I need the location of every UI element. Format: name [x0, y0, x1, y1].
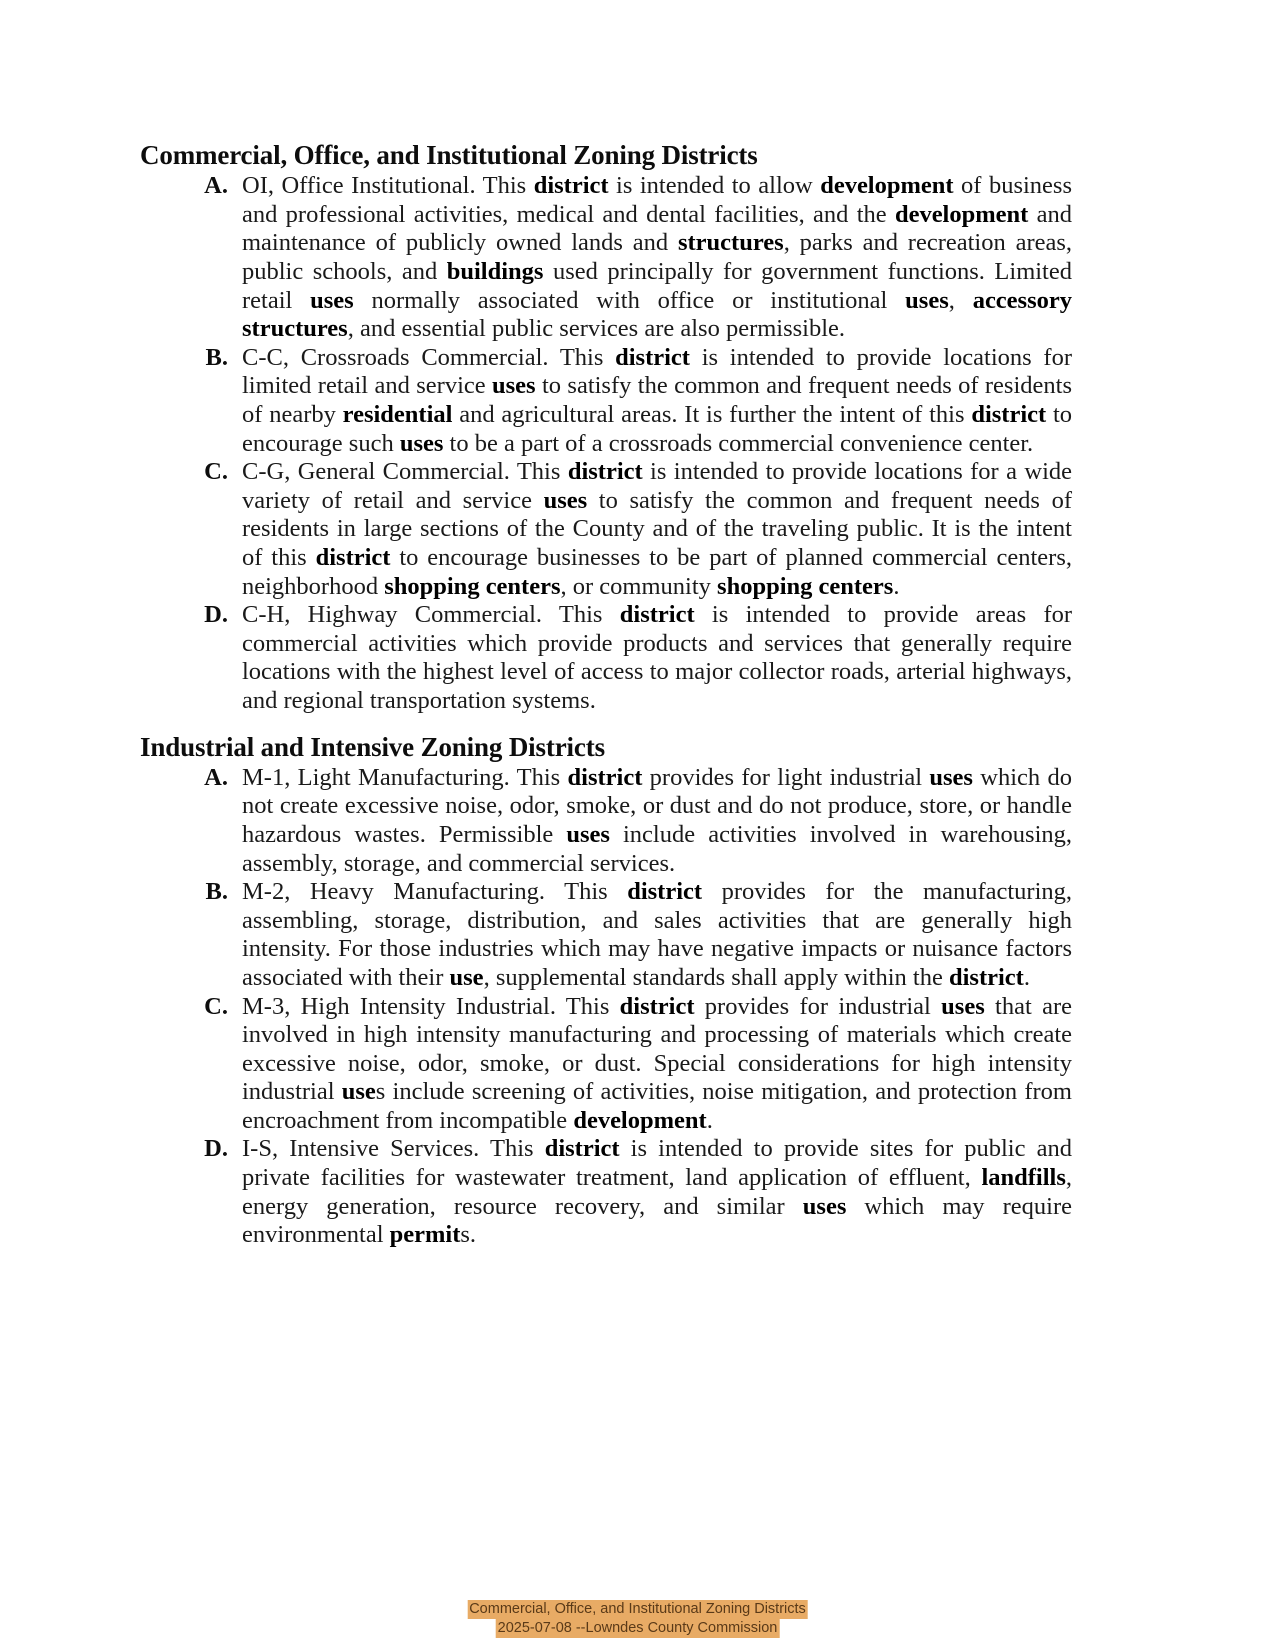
list-item — [188, 172, 1072, 344]
list-item-text: M-1, Light Manufacturing. This district provides for light industrial uses which do not create excessive noise, odor, smoke, or dust and do not produce, store, or handle hazardous wastes. Permissible uses include activities involved in warehousing, assembly, storage, and commercial services. — [242, 763, 1072, 877]
list-marker: D. — [204, 601, 228, 629]
document-body — [140, 140, 1072, 1250]
list-item — [188, 1135, 1072, 1249]
list-item — [188, 764, 1072, 878]
list-item-text: C-H, Highway Commercial. This district is intended to provide areas for commercial activities which provide products and services that generally require locations with the highest level of access to major collector roads, arterial highways, and regional transportation systems. — [242, 601, 1073, 714]
list-marker: B. — [205, 343, 228, 371]
list-marker: C. — [204, 458, 228, 486]
footer-meeting: 2025-07-08 --Lowndes County Commission — [497, 1620, 778, 1636]
footer-stamp — [467, 1600, 808, 1638]
list-item-text: C-G, General Commercial. This district is intended to provide locations for a wide variety of retail and service uses to satisfy the common and frequent needs of residents in large sections of the County and of the traveling public. It is the intent of this district to encourage businesses to be part of planned commercial centers, neighborhood shopping centers, or community shopping centers. — [242, 458, 1072, 600]
list-marker: A. — [204, 763, 228, 791]
list-item — [188, 601, 1072, 715]
section-heading-commercial: Commercial, Office, and Institutional Zoning Districts — [140, 140, 758, 170]
section-heading-industrial: Industrial and Intensive Zoning Districts — [140, 731, 605, 762]
list-item — [188, 993, 1072, 1136]
list-item-text: M-3, High Intensity Industrial. This district provides for industrial uses that are involved in high intensity manufacturing and processing of materials which create excessive noise, odor, smoke, or dust. Special considerations for high intensity industrial uses include screening of activities, noise mitigation, and protection from encroachment from incompatible development. — [242, 992, 1072, 1134]
district-list-commercial — [140, 172, 1072, 715]
list-item — [188, 344, 1072, 458]
list-marker: C. — [204, 992, 228, 1020]
district-list-industrial — [140, 764, 1072, 1250]
list-marker: B. — [205, 878, 228, 906]
list-item-text: OI, Office Institutional. This district is intended to allow development of business and professional activities, medical and dental facilities, and the development and maintenance of publicly owned lands and structures, parks and recreation areas, public schools, and buildings used principally for government functions. Limited retail uses normally associated with office or institutional uses, accessory structures, and essential public services are also permissible. — [242, 172, 1073, 343]
footer-stamp-line-2 — [467, 1619, 808, 1638]
list-item — [188, 458, 1072, 601]
list-item-text: I-S, Intensive Services. This district is intended to provide sites for public and private facilities for wastewater treatment, land application of effluent, landfills, energy generation, resource recovery, and similar uses which may require environmental permits. — [242, 1135, 1072, 1249]
footer-stamp-line-1 — [467, 1600, 808, 1619]
footer-title: Commercial, Office, and Institutional Zoning Districts — [469, 1601, 806, 1617]
list-item-text: C-C, Crossroads Commercial. This district is intended to provide locations for limited retail and service uses to satisfy the common and frequent needs of residents of nearby residential and agricultural areas. It is further the intent of this district to encourage such uses to be a part of a crossroads commercial convenience center. — [242, 343, 1072, 457]
list-marker: A. — [204, 172, 228, 200]
list-marker: D. — [204, 1135, 228, 1163]
list-item — [188, 878, 1072, 992]
list-item-text: M-2, Heavy Manufacturing. This district provides for the manufacturing, assembling, storage, distribution, and sales activities that are generally high intensity. For those industries which may have negative impacts or nuisance factors associated with their use, supplemental standards shall apply within the district. — [242, 878, 1073, 991]
